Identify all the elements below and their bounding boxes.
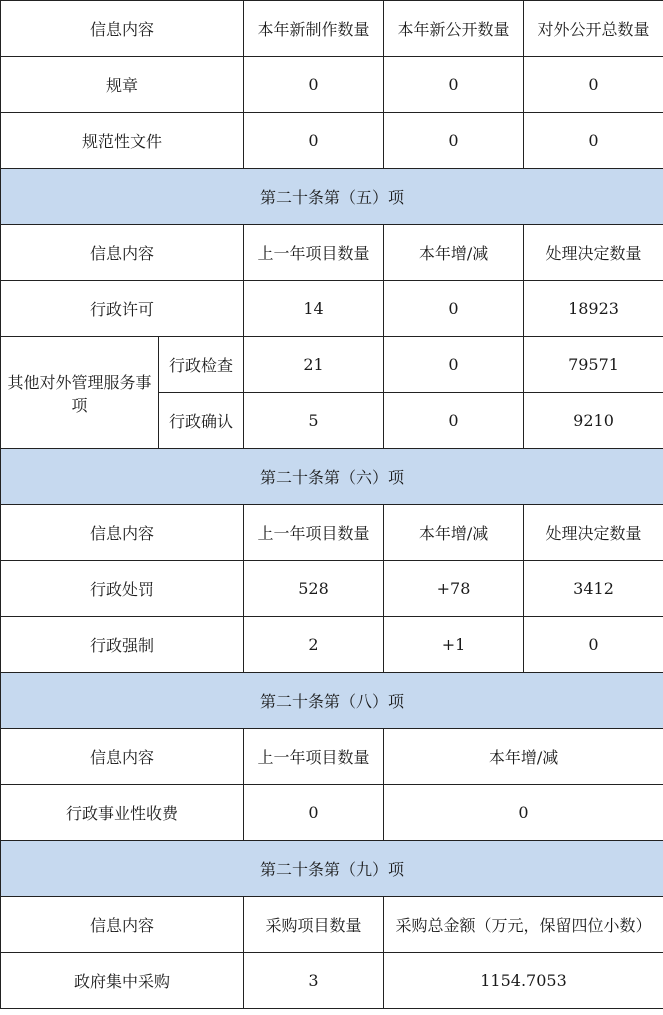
header-cell: 采购项目数量 (244, 897, 384, 953)
table-row (1, 561, 663, 617)
table-header-row (1, 1, 663, 57)
row-label: 行政检查 (159, 337, 244, 393)
table-row (1, 337, 663, 393)
header-cell: 信息内容 (1, 505, 244, 561)
section-title: 第二十条第（六）项 (1, 449, 663, 505)
row-label: 行政事业性收费 (1, 785, 244, 841)
table-cell: 0 (384, 57, 524, 113)
table-cell: +1 (384, 617, 524, 673)
table-cell: 0 (384, 113, 524, 169)
header-cell: 信息内容 (1, 729, 244, 785)
table-row (1, 57, 663, 113)
section-title-row (1, 169, 663, 225)
header-cell: 对外公开总数量 (524, 1, 663, 57)
table-row (1, 785, 663, 841)
table-cell: 0 (384, 281, 524, 337)
section-title: 第二十条第（九）项 (1, 841, 663, 897)
table-cell: 0 (384, 337, 524, 393)
row-label: 行政强制 (1, 617, 244, 673)
header-cell: 上一年项目数量 (244, 505, 384, 561)
table-cell: 9210 (524, 393, 663, 449)
table-row (1, 617, 663, 673)
table-cell: 5 (244, 393, 384, 449)
table-cell: +78 (384, 561, 524, 617)
header-cell: 信息内容 (1, 1, 244, 57)
header-cell: 处理决定数量 (524, 225, 663, 281)
header-cell: 处理决定数量 (524, 505, 663, 561)
table-header-row (1, 505, 663, 561)
table-cell: 0 (524, 57, 663, 113)
table-cell: 79571 (524, 337, 663, 393)
table-cell: 0 (244, 113, 384, 169)
table-cell: 1154.7053 (384, 953, 663, 1009)
table-cell: 0 (384, 393, 524, 449)
header-cell: 上一年项目数量 (244, 729, 384, 785)
table-cell: 14 (244, 281, 384, 337)
table-row (1, 953, 663, 1009)
table-cell: 3 (244, 953, 384, 1009)
table-row (1, 113, 663, 169)
section-title-row (1, 841, 663, 897)
row-label: 行政处罚 (1, 561, 244, 617)
section-title: 第二十条第（五）项 (1, 169, 663, 225)
section-title-row (1, 449, 663, 505)
header-cell: 信息内容 (1, 225, 244, 281)
header-cell: 本年新制作数量 (244, 1, 384, 57)
section-title-row (1, 673, 663, 729)
row-label: 规范性文件 (1, 113, 244, 169)
table-cell: 0 (524, 617, 663, 673)
group-label: 其他对外管理服务事项 (1, 337, 159, 449)
table-header-row (1, 729, 663, 785)
table-cell: 0 (244, 785, 384, 841)
header-cell: 上一年项目数量 (244, 225, 384, 281)
header-cell: 信息内容 (1, 897, 244, 953)
header-cell: 本年新公开数量 (384, 1, 524, 57)
table-row (1, 281, 663, 337)
header-cell: 本年增/减 (384, 225, 524, 281)
table-cell: 0 (384, 785, 663, 841)
table-header-row (1, 225, 663, 281)
row-label: 政府集中采购 (1, 953, 244, 1009)
header-cell: 采购总金额（万元，保留四位小数） (384, 897, 663, 953)
header-cell: 本年增/减 (384, 505, 524, 561)
header-cell: 本年增/减 (384, 729, 663, 785)
table-cell: 3412 (524, 561, 663, 617)
table-cell: 21 (244, 337, 384, 393)
row-label: 规章 (1, 57, 244, 113)
table-cell: 2 (244, 617, 384, 673)
table-cell: 0 (524, 113, 663, 169)
table-header-row (1, 897, 663, 953)
section-title: 第二十条第（八）项 (1, 673, 663, 729)
row-label: 行政许可 (1, 281, 244, 337)
table-cell: 0 (244, 57, 384, 113)
row-label: 行政确认 (159, 393, 244, 449)
table-cell: 528 (244, 561, 384, 617)
table-cell: 18923 (524, 281, 663, 337)
